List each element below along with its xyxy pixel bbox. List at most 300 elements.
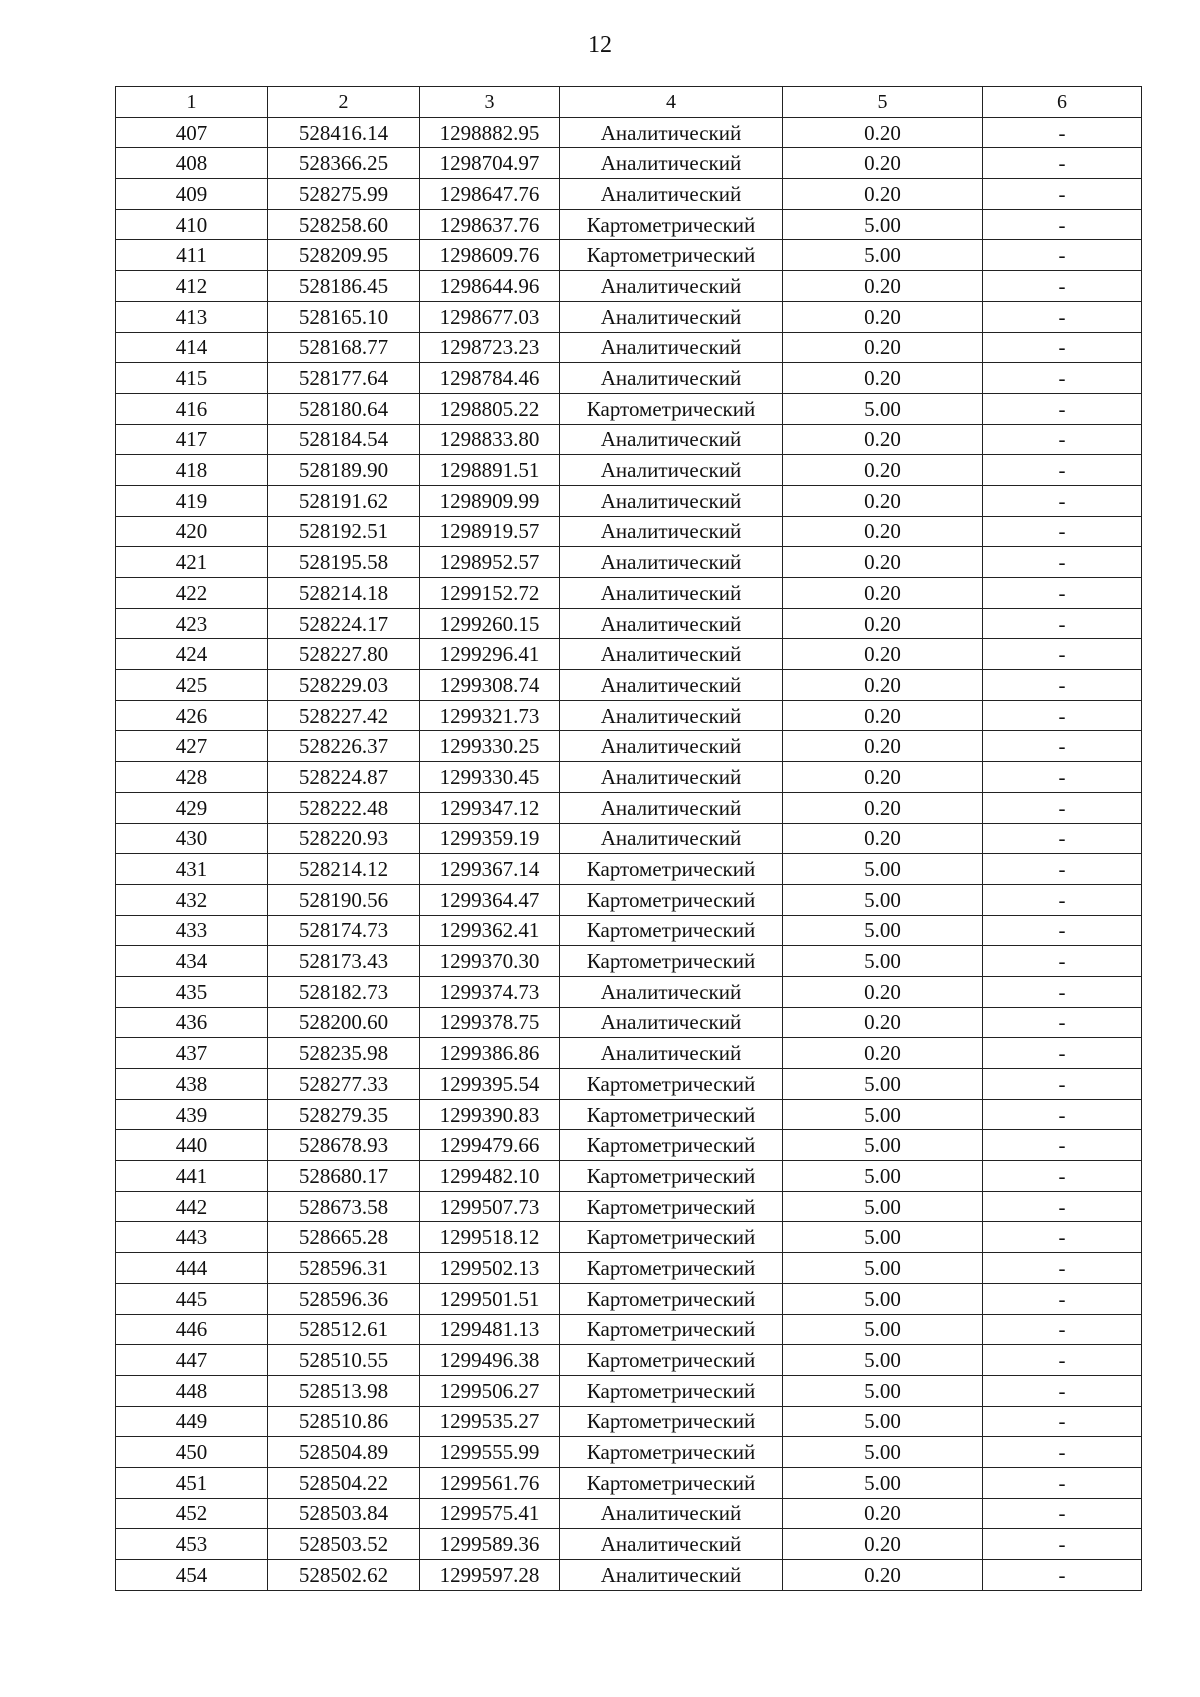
method-cell: Картометрический bbox=[560, 1069, 783, 1100]
accuracy-cell: 0.20 bbox=[783, 271, 983, 302]
x-coordinate-cell: 528227.80 bbox=[268, 639, 420, 670]
x-coordinate-cell: 528673.58 bbox=[268, 1191, 420, 1222]
note-cell: - bbox=[983, 884, 1142, 915]
x-coordinate-cell: 528200.60 bbox=[268, 1007, 420, 1038]
table-row bbox=[116, 1222, 1142, 1253]
y-coordinate-cell: 1299496.38 bbox=[420, 1345, 560, 1376]
table-row bbox=[116, 1467, 1142, 1498]
accuracy-cell: 5.00 bbox=[783, 1467, 983, 1498]
table-row bbox=[116, 1099, 1142, 1130]
table-row bbox=[116, 516, 1142, 547]
method-cell: Аналитический bbox=[560, 700, 783, 731]
point-number-cell: 438 bbox=[116, 1069, 268, 1100]
method-cell: Аналитический bbox=[560, 762, 783, 793]
point-number-cell: 451 bbox=[116, 1467, 268, 1498]
method-cell: Аналитический bbox=[560, 547, 783, 578]
note-cell: - bbox=[983, 1038, 1142, 1069]
method-cell: Аналитический bbox=[560, 1529, 783, 1560]
note-cell: - bbox=[983, 179, 1142, 210]
method-cell: Аналитический bbox=[560, 179, 783, 210]
accuracy-cell: 5.00 bbox=[783, 240, 983, 271]
x-coordinate-cell: 528596.36 bbox=[268, 1283, 420, 1314]
page-number: 12 bbox=[588, 32, 612, 58]
accuracy-cell: 5.00 bbox=[783, 946, 983, 977]
x-coordinate-cell: 528513.98 bbox=[268, 1375, 420, 1406]
y-coordinate-cell: 1298805.22 bbox=[420, 393, 560, 424]
accuracy-cell: 5.00 bbox=[783, 1345, 983, 1376]
accuracy-cell: 0.20 bbox=[783, 332, 983, 363]
y-coordinate-cell: 1299374.73 bbox=[420, 976, 560, 1007]
table-row bbox=[116, 1498, 1142, 1529]
table-row bbox=[116, 117, 1142, 148]
x-coordinate-cell: 528510.55 bbox=[268, 1345, 420, 1376]
accuracy-cell: 0.20 bbox=[783, 731, 983, 762]
method-cell: Картометрический bbox=[560, 1161, 783, 1192]
note-cell: - bbox=[983, 700, 1142, 731]
note-cell: - bbox=[983, 332, 1142, 363]
method-cell: Аналитический bbox=[560, 455, 783, 486]
accuracy-cell: 5.00 bbox=[783, 1314, 983, 1345]
note-cell: - bbox=[983, 516, 1142, 547]
y-coordinate-cell: 1299555.99 bbox=[420, 1437, 560, 1468]
x-coordinate-cell: 528180.64 bbox=[268, 393, 420, 424]
x-coordinate-cell: 528503.84 bbox=[268, 1498, 420, 1529]
coordinates-table bbox=[115, 86, 1142, 1591]
accuracy-cell: 5.00 bbox=[783, 1437, 983, 1468]
y-coordinate-cell: 1299152.72 bbox=[420, 578, 560, 609]
method-cell: Картометрический bbox=[560, 854, 783, 885]
accuracy-cell: 0.20 bbox=[783, 608, 983, 639]
accuracy-cell: 0.20 bbox=[783, 363, 983, 394]
note-cell: - bbox=[983, 639, 1142, 670]
point-number-cell: 440 bbox=[116, 1130, 268, 1161]
x-coordinate-cell: 528279.35 bbox=[268, 1099, 420, 1130]
table-row bbox=[116, 485, 1142, 516]
point-number-cell: 414 bbox=[116, 332, 268, 363]
note-cell: - bbox=[983, 731, 1142, 762]
y-coordinate-cell: 1299330.25 bbox=[420, 731, 560, 762]
x-coordinate-cell: 528502.62 bbox=[268, 1560, 420, 1591]
y-coordinate-cell: 1299482.10 bbox=[420, 1161, 560, 1192]
note-cell: - bbox=[983, 485, 1142, 516]
x-coordinate-cell: 528510.86 bbox=[268, 1406, 420, 1437]
y-coordinate-cell: 1299370.30 bbox=[420, 946, 560, 977]
note-cell: - bbox=[983, 455, 1142, 486]
point-number-cell: 419 bbox=[116, 485, 268, 516]
x-coordinate-cell: 528190.56 bbox=[268, 884, 420, 915]
note-cell: - bbox=[983, 823, 1142, 854]
note-cell: - bbox=[983, 1191, 1142, 1222]
y-coordinate-cell: 1299597.28 bbox=[420, 1560, 560, 1591]
method-cell: Картометрический bbox=[560, 915, 783, 946]
note-cell: - bbox=[983, 1437, 1142, 1468]
method-cell: Аналитический bbox=[560, 363, 783, 394]
method-cell: Картометрический bbox=[560, 1467, 783, 1498]
y-coordinate-cell: 1299296.41 bbox=[420, 639, 560, 670]
accuracy-cell: 0.20 bbox=[783, 485, 983, 516]
method-cell: Картометрический bbox=[560, 393, 783, 424]
x-coordinate-cell: 528192.51 bbox=[268, 516, 420, 547]
note-cell: - bbox=[983, 946, 1142, 977]
table-row bbox=[116, 1375, 1142, 1406]
method-cell: Аналитический bbox=[560, 608, 783, 639]
accuracy-cell: 0.20 bbox=[783, 976, 983, 1007]
y-coordinate-cell: 1298919.57 bbox=[420, 516, 560, 547]
y-coordinate-cell: 1299330.45 bbox=[420, 762, 560, 793]
note-cell: - bbox=[983, 1161, 1142, 1192]
accuracy-cell: 0.20 bbox=[783, 1529, 983, 1560]
point-number-cell: 450 bbox=[116, 1437, 268, 1468]
y-coordinate-cell: 1299347.12 bbox=[420, 792, 560, 823]
table-row bbox=[116, 455, 1142, 486]
header-row bbox=[116, 87, 1142, 118]
method-cell: Картометрический bbox=[560, 1099, 783, 1130]
accuracy-cell: 0.20 bbox=[783, 148, 983, 179]
y-coordinate-cell: 1298952.57 bbox=[420, 547, 560, 578]
accuracy-cell: 5.00 bbox=[783, 1161, 983, 1192]
accuracy-cell: 0.20 bbox=[783, 455, 983, 486]
point-number-cell: 436 bbox=[116, 1007, 268, 1038]
table-row bbox=[116, 578, 1142, 609]
accuracy-cell: 0.20 bbox=[783, 1038, 983, 1069]
note-cell: - bbox=[983, 1529, 1142, 1560]
column-header-6: 6 bbox=[983, 87, 1142, 118]
point-number-cell: 448 bbox=[116, 1375, 268, 1406]
table-row bbox=[116, 608, 1142, 639]
point-number-cell: 418 bbox=[116, 455, 268, 486]
point-number-cell: 429 bbox=[116, 792, 268, 823]
table-row bbox=[116, 1437, 1142, 1468]
x-coordinate-cell: 528191.62 bbox=[268, 485, 420, 516]
point-number-cell: 439 bbox=[116, 1099, 268, 1130]
x-coordinate-cell: 528165.10 bbox=[268, 301, 420, 332]
table-row bbox=[116, 301, 1142, 332]
point-number-cell: 447 bbox=[116, 1345, 268, 1376]
note-cell: - bbox=[983, 1406, 1142, 1437]
x-coordinate-cell: 528224.87 bbox=[268, 762, 420, 793]
point-number-cell: 435 bbox=[116, 976, 268, 1007]
note-cell: - bbox=[983, 301, 1142, 332]
x-coordinate-cell: 528186.45 bbox=[268, 271, 420, 302]
method-cell: Аналитический bbox=[560, 424, 783, 455]
column-header-1: 1 bbox=[116, 87, 268, 118]
note-cell: - bbox=[983, 976, 1142, 1007]
method-cell: Картометрический bbox=[560, 1406, 783, 1437]
y-coordinate-cell: 1298647.76 bbox=[420, 179, 560, 210]
y-coordinate-cell: 1299502.13 bbox=[420, 1253, 560, 1284]
method-cell: Аналитический bbox=[560, 731, 783, 762]
note-cell: - bbox=[983, 1253, 1142, 1284]
table-row bbox=[116, 1283, 1142, 1314]
method-cell: Аналитический bbox=[560, 516, 783, 547]
method-cell: Картометрический bbox=[560, 946, 783, 977]
table-row bbox=[116, 363, 1142, 394]
table-row bbox=[116, 1253, 1142, 1284]
point-number-cell: 453 bbox=[116, 1529, 268, 1560]
accuracy-cell: 0.20 bbox=[783, 1560, 983, 1591]
x-coordinate-cell: 528174.73 bbox=[268, 915, 420, 946]
y-coordinate-cell: 1299506.27 bbox=[420, 1375, 560, 1406]
x-coordinate-cell: 528182.73 bbox=[268, 976, 420, 1007]
x-coordinate-cell: 528416.14 bbox=[268, 117, 420, 148]
note-cell: - bbox=[983, 670, 1142, 701]
point-number-cell: 408 bbox=[116, 148, 268, 179]
note-cell: - bbox=[983, 854, 1142, 885]
x-coordinate-cell: 528195.58 bbox=[268, 547, 420, 578]
y-coordinate-cell: 1298784.46 bbox=[420, 363, 560, 394]
point-number-cell: 425 bbox=[116, 670, 268, 701]
point-number-cell: 430 bbox=[116, 823, 268, 854]
point-number-cell: 421 bbox=[116, 547, 268, 578]
method-cell: Аналитический bbox=[560, 1498, 783, 1529]
accuracy-cell: 5.00 bbox=[783, 209, 983, 240]
x-coordinate-cell: 528177.64 bbox=[268, 363, 420, 394]
column-header-3: 3 bbox=[420, 87, 560, 118]
point-number-cell: 434 bbox=[116, 946, 268, 977]
y-coordinate-cell: 1298723.23 bbox=[420, 332, 560, 363]
accuracy-cell: 0.20 bbox=[783, 1007, 983, 1038]
y-coordinate-cell: 1299501.51 bbox=[420, 1283, 560, 1314]
accuracy-cell: 5.00 bbox=[783, 1191, 983, 1222]
table-body bbox=[116, 117, 1142, 1590]
accuracy-cell: 0.20 bbox=[783, 700, 983, 731]
y-coordinate-cell: 1299395.54 bbox=[420, 1069, 560, 1100]
point-number-cell: 452 bbox=[116, 1498, 268, 1529]
x-coordinate-cell: 528209.95 bbox=[268, 240, 420, 271]
method-cell: Картометрический bbox=[560, 1345, 783, 1376]
method-cell: Аналитический bbox=[560, 639, 783, 670]
y-coordinate-cell: 1298677.03 bbox=[420, 301, 560, 332]
point-number-cell: 443 bbox=[116, 1222, 268, 1253]
point-number-cell: 417 bbox=[116, 424, 268, 455]
note-cell: - bbox=[983, 762, 1142, 793]
accuracy-cell: 0.20 bbox=[783, 639, 983, 670]
point-number-cell: 446 bbox=[116, 1314, 268, 1345]
accuracy-cell: 0.20 bbox=[783, 578, 983, 609]
table-row bbox=[116, 762, 1142, 793]
x-coordinate-cell: 528665.28 bbox=[268, 1222, 420, 1253]
table-row bbox=[116, 393, 1142, 424]
point-number-cell: 449 bbox=[116, 1406, 268, 1437]
accuracy-cell: 0.20 bbox=[783, 424, 983, 455]
y-coordinate-cell: 1299535.27 bbox=[420, 1406, 560, 1437]
x-coordinate-cell: 528168.77 bbox=[268, 332, 420, 363]
method-cell: Аналитический bbox=[560, 148, 783, 179]
point-number-cell: 426 bbox=[116, 700, 268, 731]
x-coordinate-cell: 528220.93 bbox=[268, 823, 420, 854]
y-coordinate-cell: 1298637.76 bbox=[420, 209, 560, 240]
x-coordinate-cell: 528224.17 bbox=[268, 608, 420, 639]
y-coordinate-cell: 1298833.80 bbox=[420, 424, 560, 455]
method-cell: Аналитический bbox=[560, 823, 783, 854]
method-cell: Аналитический bbox=[560, 670, 783, 701]
method-cell: Картометрический bbox=[560, 1314, 783, 1345]
x-coordinate-cell: 528214.12 bbox=[268, 854, 420, 885]
table-row bbox=[116, 271, 1142, 302]
note-cell: - bbox=[983, 209, 1142, 240]
y-coordinate-cell: 1299260.15 bbox=[420, 608, 560, 639]
accuracy-cell: 5.00 bbox=[783, 1099, 983, 1130]
table-row bbox=[116, 1007, 1142, 1038]
note-cell: - bbox=[983, 792, 1142, 823]
note-cell: - bbox=[983, 363, 1142, 394]
accuracy-cell: 5.00 bbox=[783, 1253, 983, 1284]
table-row bbox=[116, 1191, 1142, 1222]
accuracy-cell: 5.00 bbox=[783, 915, 983, 946]
accuracy-cell: 5.00 bbox=[783, 884, 983, 915]
y-coordinate-cell: 1299518.12 bbox=[420, 1222, 560, 1253]
y-coordinate-cell: 1299386.86 bbox=[420, 1038, 560, 1069]
accuracy-cell: 0.20 bbox=[783, 670, 983, 701]
table-row bbox=[116, 823, 1142, 854]
note-cell: - bbox=[983, 1069, 1142, 1100]
method-cell: Картометрический bbox=[560, 1222, 783, 1253]
point-number-cell: 424 bbox=[116, 639, 268, 670]
method-cell: Аналитический bbox=[560, 1560, 783, 1591]
table-header bbox=[116, 87, 1142, 118]
x-coordinate-cell: 528512.61 bbox=[268, 1314, 420, 1345]
y-coordinate-cell: 1298891.51 bbox=[420, 455, 560, 486]
table-row bbox=[116, 639, 1142, 670]
method-cell: Картометрический bbox=[560, 1375, 783, 1406]
table-row bbox=[116, 424, 1142, 455]
note-cell: - bbox=[983, 1314, 1142, 1345]
x-coordinate-cell: 528504.22 bbox=[268, 1467, 420, 1498]
table-row bbox=[116, 946, 1142, 977]
table-row bbox=[116, 1560, 1142, 1591]
point-number-cell: 454 bbox=[116, 1560, 268, 1591]
y-coordinate-cell: 1298704.97 bbox=[420, 148, 560, 179]
method-cell: Аналитический bbox=[560, 117, 783, 148]
y-coordinate-cell: 1299367.14 bbox=[420, 854, 560, 885]
x-coordinate-cell: 528680.17 bbox=[268, 1161, 420, 1192]
point-number-cell: 413 bbox=[116, 301, 268, 332]
method-cell: Аналитический bbox=[560, 271, 783, 302]
y-coordinate-cell: 1299321.73 bbox=[420, 700, 560, 731]
column-header-5: 5 bbox=[783, 87, 983, 118]
point-number-cell: 415 bbox=[116, 363, 268, 394]
x-coordinate-cell: 528229.03 bbox=[268, 670, 420, 701]
accuracy-cell: 0.20 bbox=[783, 547, 983, 578]
note-cell: - bbox=[983, 915, 1142, 946]
y-coordinate-cell: 1299561.76 bbox=[420, 1467, 560, 1498]
note-cell: - bbox=[983, 271, 1142, 302]
point-number-cell: 431 bbox=[116, 854, 268, 885]
y-coordinate-cell: 1298882.95 bbox=[420, 117, 560, 148]
method-cell: Картометрический bbox=[560, 1253, 783, 1284]
table-row bbox=[116, 731, 1142, 762]
table-row bbox=[116, 1069, 1142, 1100]
note-cell: - bbox=[983, 608, 1142, 639]
note-cell: - bbox=[983, 1345, 1142, 1376]
y-coordinate-cell: 1299507.73 bbox=[420, 1191, 560, 1222]
x-coordinate-cell: 528503.52 bbox=[268, 1529, 420, 1560]
note-cell: - bbox=[983, 1130, 1142, 1161]
method-cell: Аналитический bbox=[560, 1038, 783, 1069]
method-cell: Аналитический bbox=[560, 1007, 783, 1038]
point-number-cell: 445 bbox=[116, 1283, 268, 1314]
table-row bbox=[116, 884, 1142, 915]
y-coordinate-cell: 1298609.76 bbox=[420, 240, 560, 271]
point-number-cell: 416 bbox=[116, 393, 268, 424]
method-cell: Аналитический bbox=[560, 792, 783, 823]
table-row bbox=[116, 179, 1142, 210]
point-number-cell: 412 bbox=[116, 271, 268, 302]
x-coordinate-cell: 528214.18 bbox=[268, 578, 420, 609]
x-coordinate-cell: 528596.31 bbox=[268, 1253, 420, 1284]
x-coordinate-cell: 528275.99 bbox=[268, 179, 420, 210]
point-number-cell: 442 bbox=[116, 1191, 268, 1222]
accuracy-cell: 5.00 bbox=[783, 393, 983, 424]
y-coordinate-cell: 1299575.41 bbox=[420, 1498, 560, 1529]
point-number-cell: 444 bbox=[116, 1253, 268, 1284]
point-number-cell: 428 bbox=[116, 762, 268, 793]
note-cell: - bbox=[983, 578, 1142, 609]
y-coordinate-cell: 1299359.19 bbox=[420, 823, 560, 854]
method-cell: Картометрический bbox=[560, 240, 783, 271]
y-coordinate-cell: 1299479.66 bbox=[420, 1130, 560, 1161]
point-number-cell: 432 bbox=[116, 884, 268, 915]
accuracy-cell: 0.20 bbox=[783, 823, 983, 854]
x-coordinate-cell: 528277.33 bbox=[268, 1069, 420, 1100]
y-coordinate-cell: 1299362.41 bbox=[420, 915, 560, 946]
x-coordinate-cell: 528678.93 bbox=[268, 1130, 420, 1161]
point-number-cell: 437 bbox=[116, 1038, 268, 1069]
method-cell: Картометрический bbox=[560, 1191, 783, 1222]
x-coordinate-cell: 528366.25 bbox=[268, 148, 420, 179]
note-cell: - bbox=[983, 1467, 1142, 1498]
accuracy-cell: 0.20 bbox=[783, 792, 983, 823]
accuracy-cell: 0.20 bbox=[783, 301, 983, 332]
point-number-cell: 411 bbox=[116, 240, 268, 271]
accuracy-cell: 5.00 bbox=[783, 854, 983, 885]
accuracy-cell: 5.00 bbox=[783, 1222, 983, 1253]
note-cell: - bbox=[983, 117, 1142, 148]
table-row bbox=[116, 1406, 1142, 1437]
point-number-cell: 433 bbox=[116, 915, 268, 946]
accuracy-cell: 0.20 bbox=[783, 762, 983, 793]
note-cell: - bbox=[983, 1375, 1142, 1406]
x-coordinate-cell: 528184.54 bbox=[268, 424, 420, 455]
x-coordinate-cell: 528189.90 bbox=[268, 455, 420, 486]
y-coordinate-cell: 1298644.96 bbox=[420, 271, 560, 302]
note-cell: - bbox=[983, 393, 1142, 424]
table-row bbox=[116, 670, 1142, 701]
point-number-cell: 420 bbox=[116, 516, 268, 547]
table-row bbox=[116, 792, 1142, 823]
table-row bbox=[116, 700, 1142, 731]
method-cell: Аналитический bbox=[560, 332, 783, 363]
table-row bbox=[116, 209, 1142, 240]
method-cell: Картометрический bbox=[560, 209, 783, 240]
method-cell: Аналитический bbox=[560, 976, 783, 1007]
note-cell: - bbox=[983, 1007, 1142, 1038]
method-cell: Аналитический bbox=[560, 301, 783, 332]
accuracy-cell: 5.00 bbox=[783, 1375, 983, 1406]
method-cell: Аналитический bbox=[560, 485, 783, 516]
table-row bbox=[116, 1161, 1142, 1192]
column-header-4: 4 bbox=[560, 87, 783, 118]
note-cell: - bbox=[983, 1099, 1142, 1130]
table-row bbox=[116, 240, 1142, 271]
accuracy-cell: 5.00 bbox=[783, 1406, 983, 1437]
note-cell: - bbox=[983, 148, 1142, 179]
table-row bbox=[116, 915, 1142, 946]
x-coordinate-cell: 528504.89 bbox=[268, 1437, 420, 1468]
y-coordinate-cell: 1299390.83 bbox=[420, 1099, 560, 1130]
y-coordinate-cell: 1299364.47 bbox=[420, 884, 560, 915]
y-coordinate-cell: 1299589.36 bbox=[420, 1529, 560, 1560]
